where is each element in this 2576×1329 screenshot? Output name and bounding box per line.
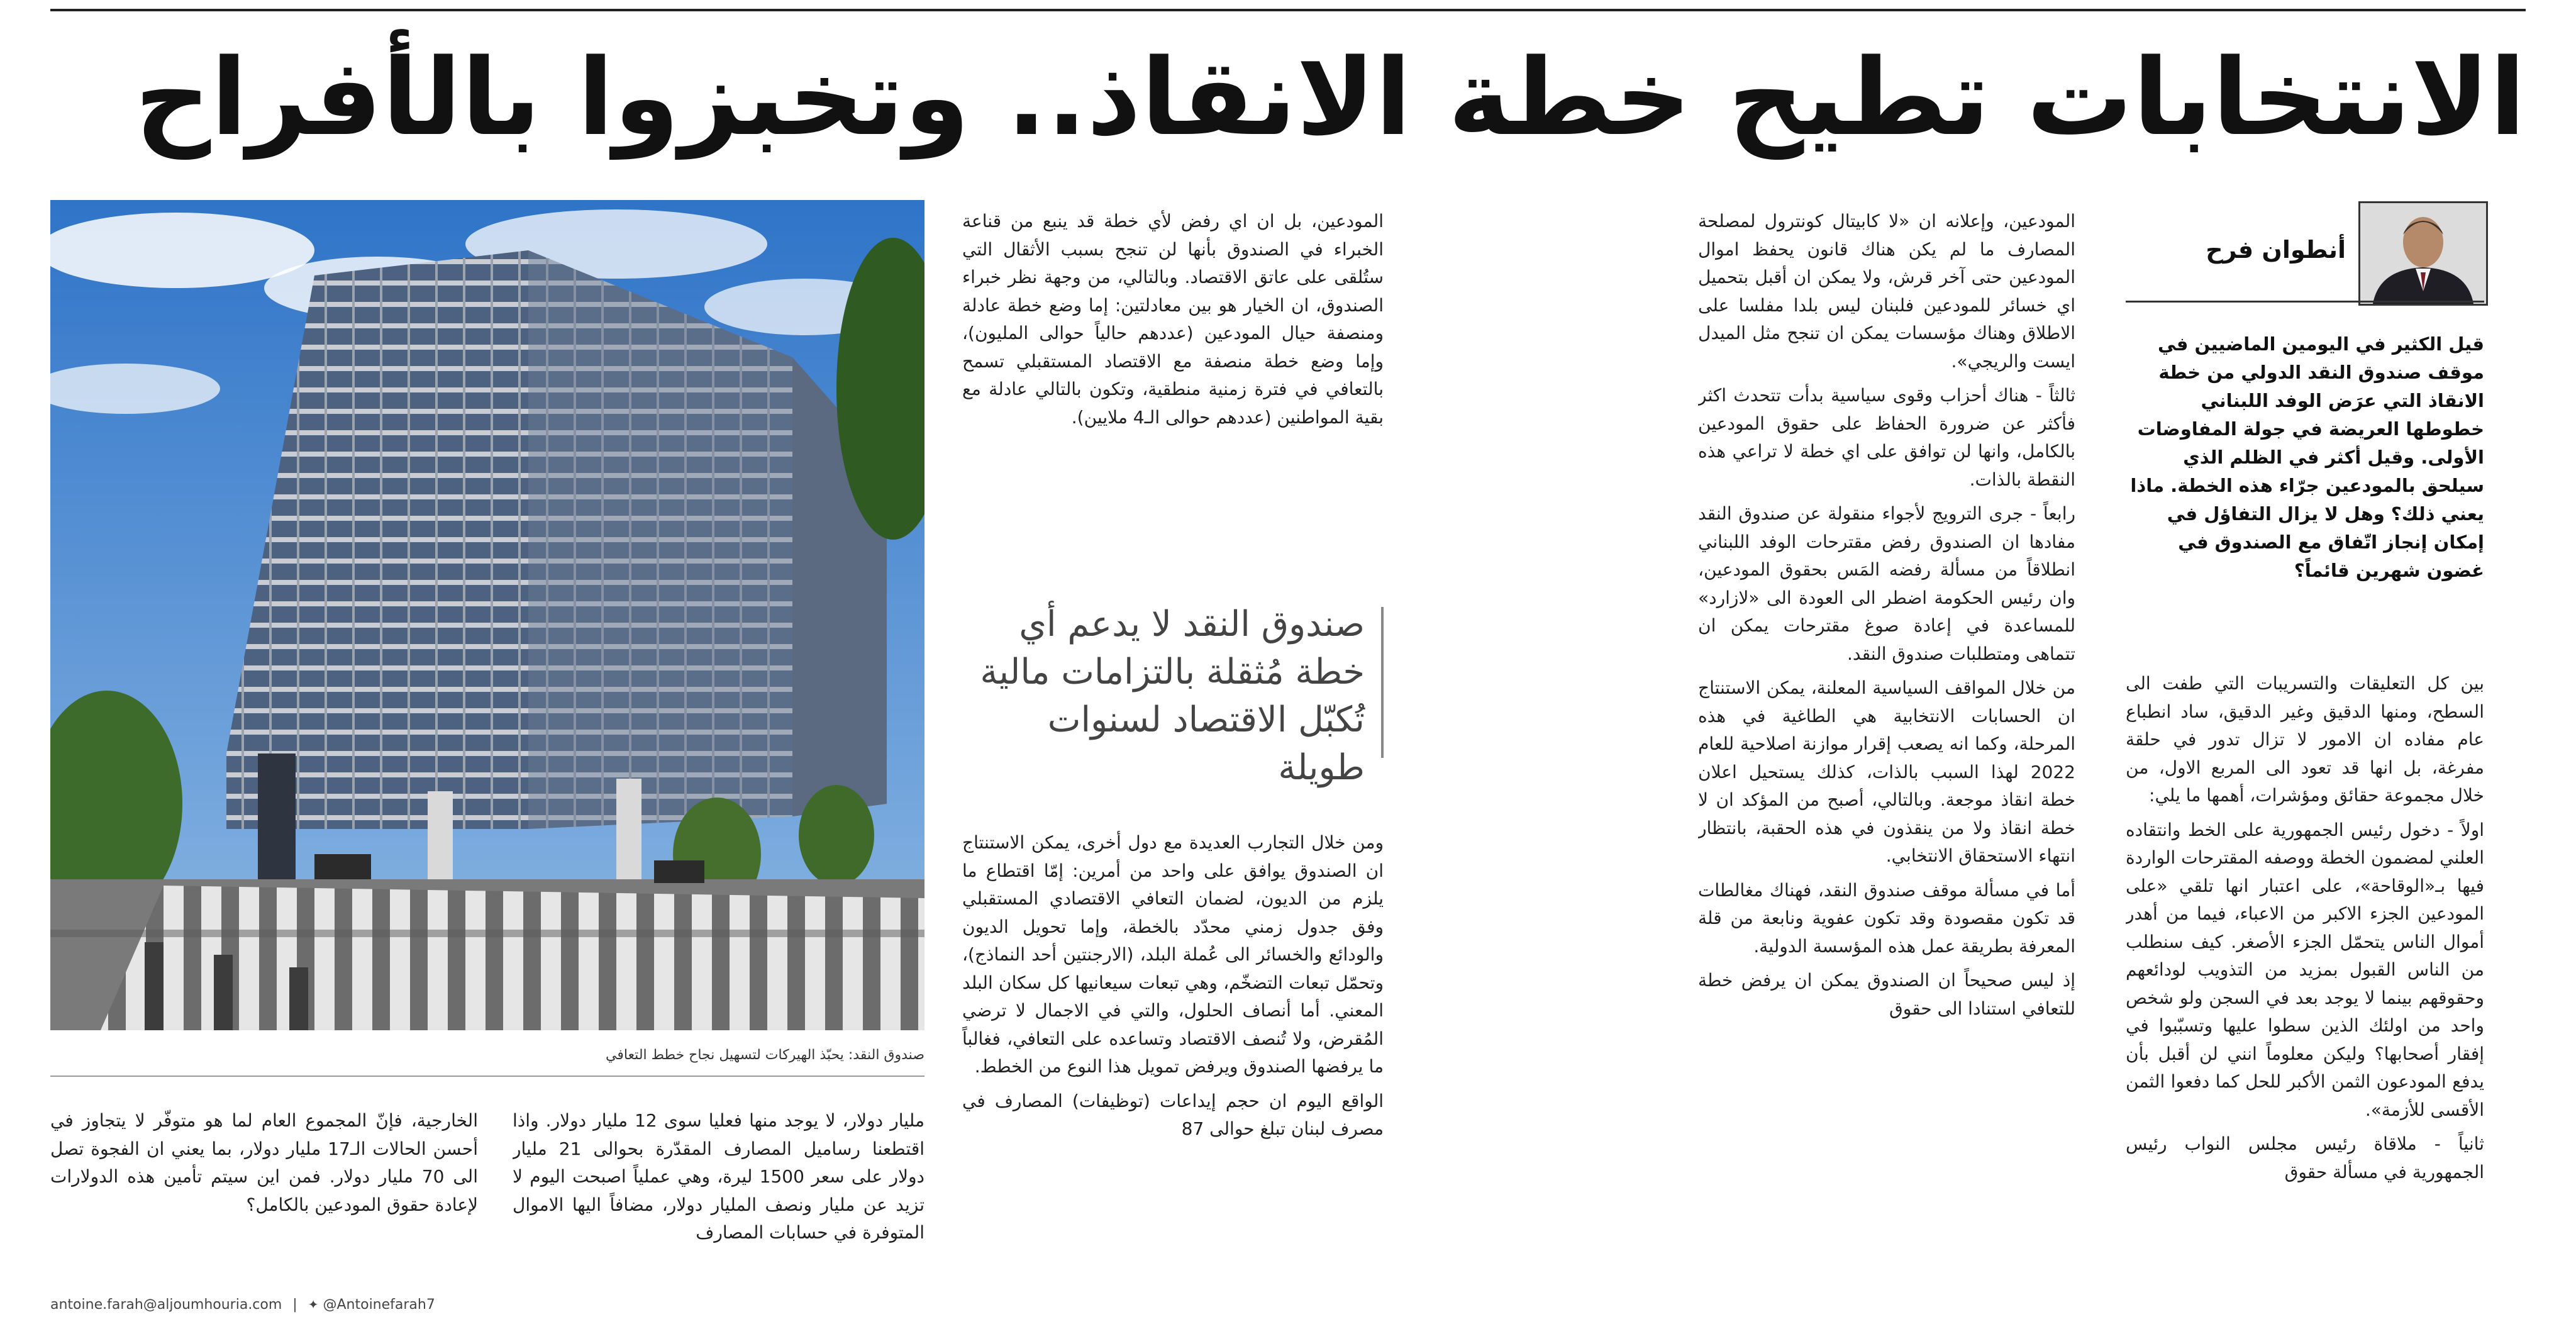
article-column-3-top bbox=[962, 208, 1384, 579]
caption-rule bbox=[50, 1076, 924, 1077]
footer-contact bbox=[50, 1297, 491, 1313]
photo-caption: صندوق النقد: يحبّذ الهيركات لتسهيل نجاح خطط التعافي bbox=[606, 1047, 924, 1063]
paragraph: ثالثاً - هناك أحزاب وقوى سياسية بدأت تتحدث اكثر فأكثر عن ضرورة الحفاظ على حقوق المودعين بالكامل، وانها لن توافق على اي خطة لا تراعي هذه النقطة بالذات. bbox=[1698, 385, 2075, 490]
paragraph: ثانياً - ملاقاة رئيس مجلس النواب رئيس الجمهورية في مسألة حقوق bbox=[2126, 1133, 2484, 1182]
paragraph: ومن خلال التجارب العديدة مع دول أخرى، يمكن الاستنتاج ان الصندوق يوافق على واحد من أمرين: إمّا اقتطاع ما يلزم من الديون، لضمان التعافي الاقتصادي المستقبلي وفق جدول زمني محدّد بالخطة، وإما تحويل الديون والودائع والخسائر الى عُملة البلد، (الارجنتين أحد النماذج)، وتحمّل تبعات التضخّم، وهي تبعات سيعانيها كل سكان البلد المعني. أما أنصاف الحلول، والتي في الاجمال لا ترضي المُقرض، ولا تُنصف الاقتصاد وتساعده على التعافي، فغالباً ما يرفضها الصندوق ويرفض تمويل هذا النوع من الخطط. bbox=[962, 832, 1384, 1077]
article-column-2 bbox=[1698, 208, 2075, 1327]
article-column-3-bottom bbox=[962, 829, 1384, 1329]
article-column-5-bottom bbox=[50, 1107, 478, 1283]
author-twitter[interactable]: @Antoinefarah7 bbox=[323, 1297, 435, 1313]
paragraph: اولاً - دخول رئيس الجمهورية على الخط وانتقاده العلني لمضمون الخطة ووصفه المقترحات الواردة فيها بـ«الوقاحة»، على اعتبار انها تلقي «على المودعين الجزء الاكبر من الاعباء، فيما من أهدر أموال الناس يتحمّل الجزء الأصغر. كيف سنطلب من الناس القبول بمزيد من التذويب لودائعهم وحقوقهم بينما لا يوجد بعد في السجن ولو شخص واحد من اولئك الذين سطوا عليها وتسبّبوا في إفقار أصحابها؟ وليكن معلوماً انني لن أقبل بأن يدفع المودعون الثمن الأكبر للحل كما دفعوا الثمن الأقسى للأزمة». bbox=[2126, 819, 2484, 1120]
headline: الانتخابات تطيح خطة الانقاذ.. وتخبزوا بالأفراح bbox=[135, 36, 2526, 159]
paragraph: الواقع اليوم ان حجم إيداعات (توظيفات) المصارف في مصرف لبنان تبلغ حوالى 87 bbox=[962, 1090, 1384, 1139]
author-email[interactable]: antoine.farah@aljoumhouria.com bbox=[50, 1297, 282, 1313]
paragraph: إذ ليس صحيحاً ان الصندوق يمكن ان يرفض خطة للتعافي استنادا الى حقوق bbox=[1698, 970, 2075, 1019]
author-underline bbox=[2126, 301, 2484, 303]
twitter-icon: ✦ bbox=[308, 1297, 319, 1312]
article-photo bbox=[50, 200, 924, 1030]
paragraph: المودعين، بل ان اي رفض لأي خطة قد ينبع من قناعة الخبراء في الصندوق بأنها لن تنجح بسبب الأثقال التي ستُلقى على عاتق الاقتصاد. وبالتالي، من وجهة نظر خبراء الصندوق، ان الخيار هو بين معادلتين: إما وضع خطة عادلة ومنصفة حيال المودعين (عددهم حالياً حوالى المليون)، وإما وضع خطة منصفة مع الاقتصاد المستقبلي تسمح بالتعافي في فترة زمنية منطقية، وتكون بالتالي عادلة مع بقية المواطنين (عددهم حوالى الـ4 ملايين). bbox=[962, 211, 1384, 428]
paragraph: أما في مسألة موقف صندوق النقد، فهناك مغالطات قد تكون مقصودة وقد تكون عفوية ونابعة من قلة المعرفة بطريقة عمل هذه المؤسسة الدولية. bbox=[1698, 879, 2075, 957]
author-portrait-icon bbox=[2360, 203, 2486, 304]
footer-separator: | bbox=[292, 1297, 297, 1313]
paragraph: رابعاً - جرى الترويج لأجواء منقولة عن صندوق النقد مفادها ان الصندوق رفض مقترحات الوفد اللبناني انطلاقاً من مسألة رفضه المَس بحقوق المودعين، وان رئيس الحكومة اضطر الى العودة الى «لازارد» للمساعدة في إعادة صوغ مقترحات يمكن ان تتماهى ومتطلبات صندوق النقد. bbox=[1698, 503, 2075, 664]
top-rule bbox=[50, 9, 2526, 11]
building-photo-icon bbox=[50, 200, 924, 1030]
paragraph: من خلال المواقف السياسية المعلنة، يمكن الاستنتاج ان الحسابات الانتخابية هي الطاغية في هذه المرحلة، وكما انه يصعب إقرار موازنة اصلاحية للعام 2022 لهذا السبب بالذات، كذلك يستحيل اعلان خطة انقاذ موجعة. وبالتالي، أصبح من المؤكد ان لا خطة انقاذ ولا من ينقذون في هذه الحقبة، بانتظار انتهاء الاستحقاق الانتخابي. bbox=[1698, 677, 2075, 866]
paragraph: مليار دولار، لا يوجد منها فعليا سوى 12 مليار دولار. واذا اقتطعنا رساميل المصارف المقدّرة بحوالى 21 مليار دولار على سعر 1500 ليرة، وهي عملياً اصبحت اليوم لا تزيد عن مليار ونصف المليار دولار، مضافاً اليها الاموال المتوفرة في حسابات المصارف bbox=[513, 1110, 924, 1243]
article-column-1 bbox=[2126, 670, 2484, 1327]
article-column-4-bottom bbox=[513, 1107, 924, 1329]
paragraph: المودعين، وإعلانه ان «لا كابيتال كونترول لمصلحة المصارف ما لم يكن هناك قانون يحفظ اموال المودعين حتى آخر قرش، ولا يمكن ان أقبل بتحميل اي خسائر للمودعين فلبنان ليس بلدا مفلسا على الاطلاق وهناك مؤسسات يمكن ان تنجح مثل الميدل ايست والريجي». bbox=[1698, 211, 2075, 372]
paragraph: بين كل التعليقات والتسريبات التي طفت الى السطح، ومنها الدقيق وغير الدقيق، ساد انطباع عام مفاده ان الامور لا تزال تدور في حلقة مفرغة، بل انها قد تعود الى المربع الاول، من خلال مجموعة حقائق ومؤشرات، أهمها ما يلي: bbox=[2126, 673, 2484, 806]
paragraph: الخارجية، فإنّ المجموع العام لما هو متوفّر لا يتجاوز في أحسن الحالات الـ17 مليار دولار، بما يعني ان الفجوة تصل الى 70 مليار دولار. فمن اين سيتم تأمين هذه الدولارات لإعادة حقوق المودعين بالكامل؟ bbox=[50, 1110, 478, 1215]
pull-quote-rule bbox=[1381, 607, 1384, 758]
author-photo bbox=[2358, 201, 2488, 306]
pull-quote: صندوق النقد لا يدعم أي خطة مُثقلة بالتزامات مالية تُكبّل الاقتصاد لسنوات طويلة bbox=[980, 604, 1365, 788]
lead-paragraph: قيل الكثير في اليومين الماضيين في موقف صندوق النقد الدولي من خطة الانقاذ التي عرَض الوفد اللبناني خطوطها العريضة في جولة المفاوضات الأولى. وقيل أكثر في الظلم الذي سيلحق بالمودعين جرّاء هذه الخطة. ماذا يعني ذلك؟ وهل لا يزال التفاؤل في إمكان إنجاز اتّفاق مع الصندوق في غضون شهرين قائماً؟ bbox=[2130, 333, 2484, 581]
author-name: أنطوان فرح bbox=[2206, 236, 2346, 264]
pull-quote-box bbox=[962, 601, 1384, 788]
